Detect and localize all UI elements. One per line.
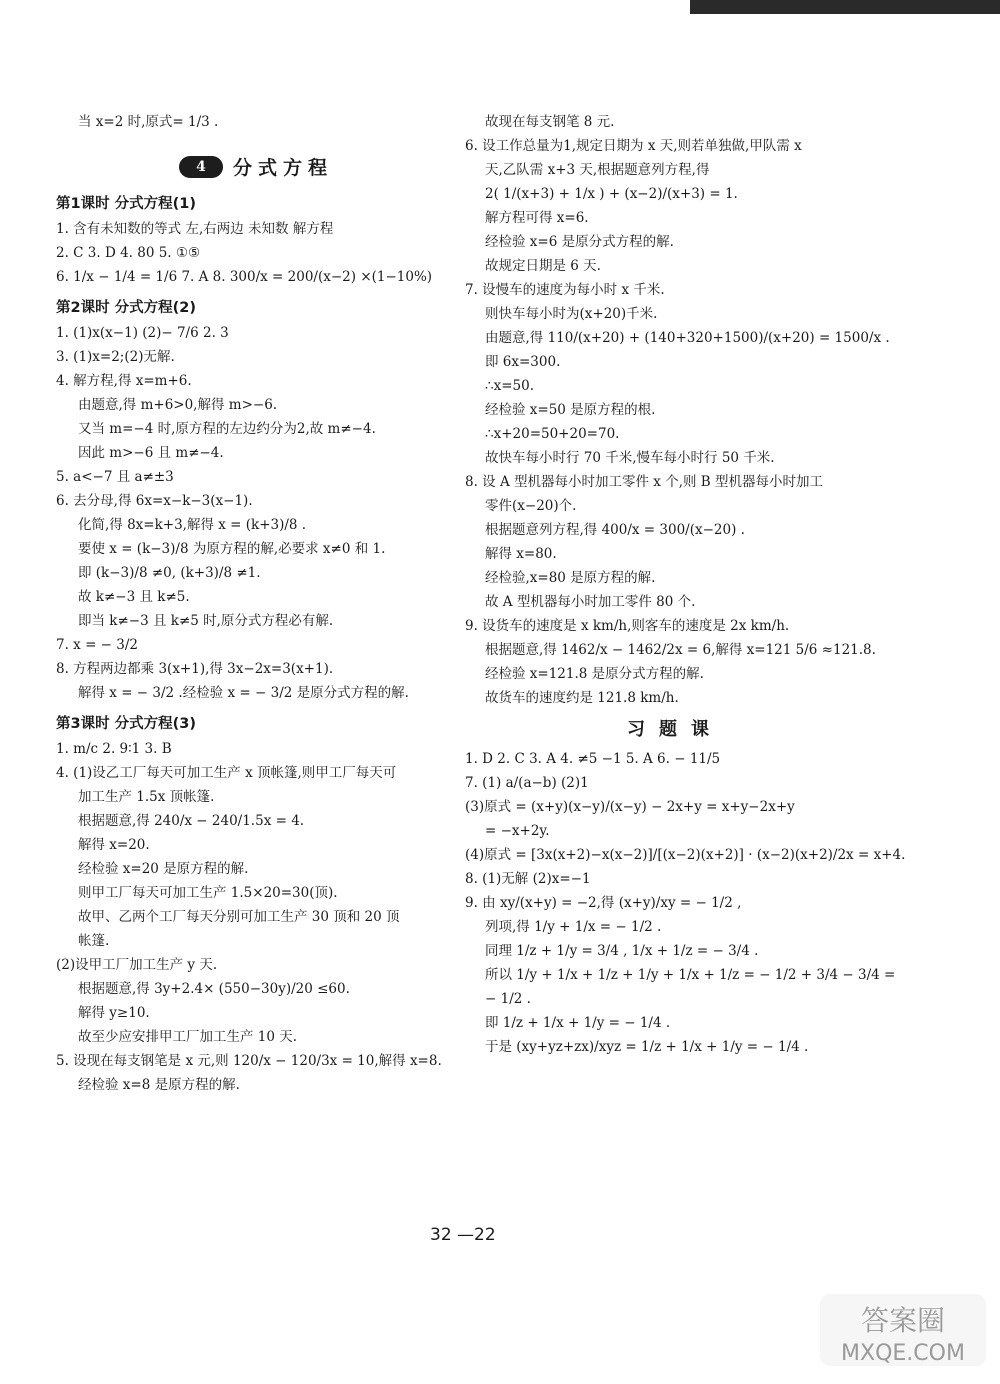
text-line: 2. C 3. D 4. 80 5. ①⑤ <box>56 245 201 261</box>
text-line: 解得 x=20. <box>78 837 150 853</box>
text-line: 1. D 2. C 3. A 4. ≠5 −1 5. A 6. − 11/5 <box>465 751 721 767</box>
text-line: 加工生产 1.5x 顶帐篷. <box>78 789 215 805</box>
text-line: 1. m/c 2. 9∶1 3. B <box>56 741 172 757</box>
text-line: 于是 (xy+yz+zx)/xyz = 1/z + 1/x + 1/y = − 1/4 . <box>485 1039 809 1055</box>
section-header <box>56 153 456 180</box>
text-line: 故至少应安排甲工厂加工生产 10 天. <box>78 1029 298 1045</box>
text-line: 7. 设慢车的速度为每小时 x 千米. <box>465 282 665 298</box>
text-line: 解方程可得 x=6. <box>485 210 589 226</box>
text-line: 8. 设 A 型机器每小时加工零件 x 个,则 B 型机器每小时加工 <box>465 474 823 490</box>
page-number: 32 —22 <box>430 1225 496 1245</box>
text-line: 又当 m=−4 时,原方程的左边约分为2,故 m≠−4. <box>78 421 376 437</box>
text-line: 经检验,x=80 是原方程的解. <box>485 570 656 586</box>
text-line: = −x+2y. <box>485 823 550 839</box>
text-line: 要使 x = (k−3)/8 为原方程的解,必要求 x≠0 和 1. <box>78 541 386 557</box>
text-line: 即 6x=300. <box>485 354 561 370</box>
text-line: ∴x=50. <box>485 378 534 394</box>
top-edge-bar <box>690 0 1000 14</box>
text-line: 即 1/z + 1/x + 1/y = − 1/4 . <box>485 1015 671 1031</box>
text-line: 故快车每小时行 70 千米,慢车每小时行 50 千米. <box>485 450 775 466</box>
text-line: 故 k≠−3 且 k≠5. <box>78 589 190 605</box>
lesson-block <box>56 192 456 288</box>
section-title: 分式方程 <box>232 157 333 179</box>
text-line: 4. (1)设乙工厂每天可加工生产 x 顶帐篷,则甲工厂每天可 <box>56 765 397 781</box>
text-line: 经检验 x=20 是原方程的解. <box>78 861 249 877</box>
text-line: 经检验 x=121.8 是原分式方程的解. <box>485 666 704 682</box>
text-line: 由题意,得 m+6>0,解得 m>−6. <box>78 397 278 413</box>
text-line: 3. (1)x=2;(2)无解. <box>56 349 175 365</box>
text-line: (3)原式 = (x+y)(x−y)/(x−y) − 2x+y = x+y−2x+y <box>465 799 795 815</box>
right-lines-b <box>465 749 906 1058</box>
text-line: 6. 设工作总量为1,规定日期为 x 天,则若单独做,甲队需 x <box>465 138 802 154</box>
lesson-block <box>56 712 456 1096</box>
text-line: 因此 m>−6 且 m≠−4. <box>78 445 224 461</box>
lesson-title: 第1课时 分式方程(1) <box>56 196 196 212</box>
lesson-title: 第2课时 分式方程(2) <box>56 300 196 316</box>
lesson-title: 第3课时 分式方程(3) <box>56 716 196 732</box>
text-line: 由题意,得 110/(x+20) + (140+320+1500)/(x+20) = 1500/x . <box>485 330 890 346</box>
text-line: 经检验 x=50 是原方程的根. <box>485 402 656 418</box>
text-line: 列项,得 1/y + 1/x = − 1/2 . <box>485 919 662 935</box>
text-line: 故甲、乙两个工厂每天分别可加工生产 30 顶和 20 顶 <box>78 909 400 925</box>
text-line: 故现在每支钢笔 8 元. <box>485 114 615 130</box>
text-line: 同理 1/z + 1/y = 3/4 , 1/x + 1/z = − 3/4 . <box>485 943 759 959</box>
text-line: 5. 设现在每支钢笔是 x 元,则 120/x − 120/3x = 10,解得 x=8. <box>56 1053 442 1069</box>
text-line: 9. 由 xy/(x+y) = −2,得 (x+y)/xy = − 1/2 , <box>465 895 742 911</box>
text-line: 所以 1/y + 1/x + 1/z + 1/y + 1/x + 1/z = − 1/2 + 3/4 − 3/4 = <box>485 967 896 983</box>
text-line: 根据题意,得 3y+2.4× (550−30y)/20 ≤60. <box>78 981 350 997</box>
text-line: 解得 x=80. <box>485 546 557 562</box>
watermark-text-2: MXQE.COM <box>841 1341 965 1366</box>
text-line: 故 A 型机器每小时加工零件 80 个. <box>485 594 696 610</box>
exercise-title: 习题课 <box>627 719 723 740</box>
text-line: 零件(x−20)个. <box>485 498 577 514</box>
lesson-block <box>56 296 456 704</box>
section-number-badge: 4 <box>179 156 223 178</box>
text-line: 天,乙队需 x+3 天,根据题意列方程,得 <box>485 162 710 178</box>
text-line: ∴x+20=50+20=70. <box>485 426 620 442</box>
text-line: 化简,得 8x=k+3,解得 x = (k+3)/8 . <box>78 517 307 533</box>
text-line: 2( 1/(x+3) + 1/x ) + (x−2)/(x+3) = 1. <box>485 186 738 202</box>
text-line: 8. 方程两边都乘 3(x+1),得 3x−2x=3(x+1). <box>56 661 334 677</box>
text-line: 6. 1/x − 1/4 = 1/6 7. A 8. 300/x = 200/(x−2) ×(1−10%) <box>56 269 433 285</box>
text-line: 则快车每小时为(x+20)千米. <box>485 306 658 322</box>
text-line: 经检验 x=6 是原分式方程的解. <box>485 234 674 250</box>
text-line: 即当 k≠−3 且 k≠5 时,原分式方程必有解. <box>78 613 334 629</box>
text-line: 即 (k−3)/8 ≠0, (k+3)/8 ≠1. <box>78 565 261 581</box>
text-line: 解得 x = − 3/2 .经检验 x = − 3/2 是原分式方程的解. <box>78 685 409 701</box>
text-line: 根据题意列方程,得 400/x = 300/(x−20) . <box>485 522 745 538</box>
watermark-text-1: 答案圈 <box>860 1304 946 1337</box>
text-line: 7. x = − 3/2 <box>56 637 139 653</box>
text-line: (2)设甲工厂加工生产 y 天. <box>56 957 218 973</box>
left-column <box>56 112 456 1099</box>
watermark-logo <box>818 1290 988 1370</box>
text-line: 1. (1)x(x−1) (2)− 7/6 2. 3 <box>56 325 229 341</box>
text-line: − 1/2 . <box>485 991 531 1007</box>
text-line: 5. a<−7 且 a≠±3 <box>56 469 174 485</box>
text-line: 解得 y≥10. <box>78 1005 150 1021</box>
text-line: 9. 设货车的速度是 x km/h,则客车的速度是 2x km/h. <box>465 618 790 634</box>
text-line: 根据题意,得 240/x − 240/1.5x = 4. <box>78 813 305 829</box>
text-line: 4. 解方程,得 x=m+6. <box>56 373 192 389</box>
text-line: 1. 含有未知数的等式 左,右两边 未知数 解方程 <box>56 221 334 237</box>
text-line: 7. (1) a/(a−b) (2)1 <box>465 775 589 791</box>
text-line: 6. 去分母,得 6x=x−k−3(x−1). <box>56 493 253 509</box>
text-line: 8. (1)无解 (2)x=−1 <box>465 871 591 887</box>
text-line: 帐篷. <box>78 933 110 949</box>
intro-line: 当 x=2 时,原式= 1/3 . <box>78 114 219 130</box>
text-line: (4)原式 = [3x(x+2)−x(x−2)]/[(x−2)(x+2)] · (x−2)(x+2)/2x = x+4. <box>465 847 906 863</box>
text-line: 经检验 x=8 是原方程的解. <box>78 1077 240 1093</box>
text-line: 根据题意,得 1462/x − 1462/2x = 6,解得 x=121 5/6 ≈121.8. <box>485 642 876 658</box>
right-column <box>465 112 906 1061</box>
text-line: 则甲工厂每天可加工生产 1.5×20=30(顶). <box>78 885 338 901</box>
text-line: 故规定日期是 6 天. <box>485 258 601 274</box>
text-line: 故货车的速度约是 121.8 km/h. <box>485 690 679 706</box>
right-lines-a <box>465 112 890 709</box>
